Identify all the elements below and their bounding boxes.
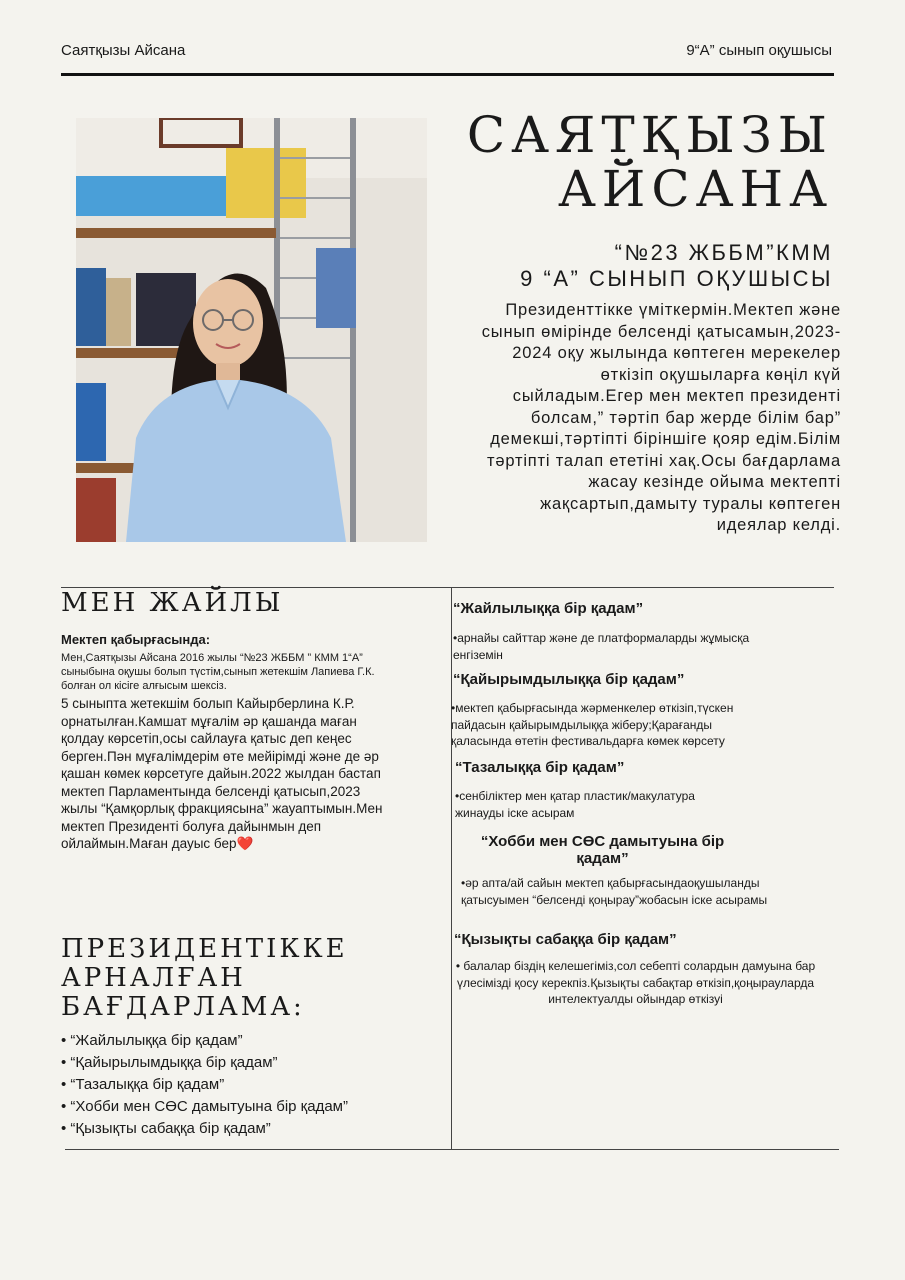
program-list: [61, 1030, 348, 1140]
intro-text: Президенттікке үміткермін.Мектеп және сынып өмірінде белсенді қатысамын,2023-2024 оқу жылында көптеген мерекелер өткізіп оқушыларға көңіл күй сыйладым.Егер мен мектеп президенті болсам,” тәртіп бар жерде білім бар” демекші,тәртіпті біріншіге қояр едім.Білім тәртіпті талап ететіні хақ.Осы бағдарлама жасау кезінде ойыма мектепті жақсартып,дамыту туралы көптеген идеялар келді.: [481, 301, 841, 534]
column-divider: [451, 588, 452, 1150]
name-line-2: АЙСАНА: [557, 160, 833, 218]
header-class: 9“А” сынып оқушысы: [686, 42, 832, 59]
step-3-title: “Тазалыққа бір қадам”: [455, 759, 625, 776]
step-1-title: “Жайлылыққа бір қадам”: [453, 600, 644, 617]
name-line-1: САЯТҚЫЗЫ: [466, 106, 833, 164]
step-5-title: “Қызықты сабаққа бір қадам”: [454, 931, 677, 948]
step-5-text: • балалар біздің келешегіміз,сол себепті солардын дамуына бар үлесімізді қосу керекпіз.Қызықты сабақтар өткізіп,қоңырауларда интелектуалды ойындар өткізуі: [455, 959, 816, 1006]
about-title: МЕН ЖАЙЛЫ: [61, 588, 284, 618]
program-title-line-1: ПРЕЗИДЕНТІККЕ: [61, 934, 348, 964]
step-4-text: •әр апта/ай сайын мектеп қабырғасындаоқушыланды қатысуымен “белсенді қоңырау”жобасын іске асырамы: [461, 876, 768, 907]
step-3-text: •сенбіліктер мен қатар пластик/макулатура жинауды іске асырам: [455, 789, 695, 820]
school-line-2: 9 “А” СЫНЫП ОҚУШЫСЫ: [520, 266, 833, 291]
about-body: [61, 695, 396, 853]
list-item: • “Қызықты сабаққа бір қадам”: [61, 1120, 271, 1137]
step-4-title: “Хобби мен СӨС дамытуына бір қадам”: [480, 833, 725, 867]
program-title: [61, 935, 348, 1022]
school-info: [520, 240, 833, 292]
about-subtitle: Мектеп қабырғасында:: [61, 632, 211, 647]
program-title-line-3: БАҒДАРЛАМА:: [61, 992, 305, 1022]
portrait-illustration: [76, 118, 427, 542]
list-item: • “Тазалыққа бір қадам”: [61, 1076, 225, 1093]
list-item: • “Хобби мен СӨС дамытуына бір қадам”: [61, 1098, 348, 1115]
about-body-text: 5 сыныпта жетекшім болып Кайырберлина К.Р. орнатылған.Камшат мұғалім әр қашанда маған қолдау көрсетіп,осы сайлауға қатыс деп кеңес берген.Пән мұғалімдерім өте мейірімді және де әр қашан көмек көрсетуге дайын.2022 жылдан бастап мектеп Парламентында белсенді қатысып,2023 жылы “Қамқорлық фракциясына” жауаптымын.Мен мектеп Президенті болуға дайынмын деп ойлаймын.Маған дауыс бер: [61, 696, 383, 851]
about-small-text: Мен,Саятқызы Айсана 2016 жылы “№23 ЖББМ ” КММ 1“А” сыныбына оқушы болып түстім,сынып жетекшім Лапиева Г.К. болған ол кісіге алғысым шексіз.: [61, 652, 375, 692]
step-2-title: “Қайырымдылыққа бір қадам”: [453, 671, 685, 688]
school-line-1: “№23 ЖББМ”КММ: [614, 240, 833, 265]
list-item: • “Қайырылымдыққа бір қадам”: [61, 1054, 278, 1071]
candidate-name: [467, 108, 833, 216]
heart-icon: ❤️: [236, 836, 254, 851]
header-name: Саятқызы Айсана: [61, 42, 186, 59]
list-item: • “Жайлылыққа бір қадам”: [61, 1032, 243, 1049]
program-title-line-2: АРНАЛҒАН: [61, 963, 246, 993]
step-1-text: •арнайы сайттар және де платформаларды жұмысқа енгіземін: [453, 631, 750, 662]
top-divider: [61, 73, 834, 76]
portrait-photo: [76, 118, 427, 542]
step-2-text: •мектеп қабырғасында жәрменкелер өткізіп,түскен пайдасын қайырымдылыққа жіберу;Қарағанды қаласында өтетін фестивальдарға көмек көрсету: [451, 701, 734, 748]
bottom-divider: [65, 1149, 839, 1150]
